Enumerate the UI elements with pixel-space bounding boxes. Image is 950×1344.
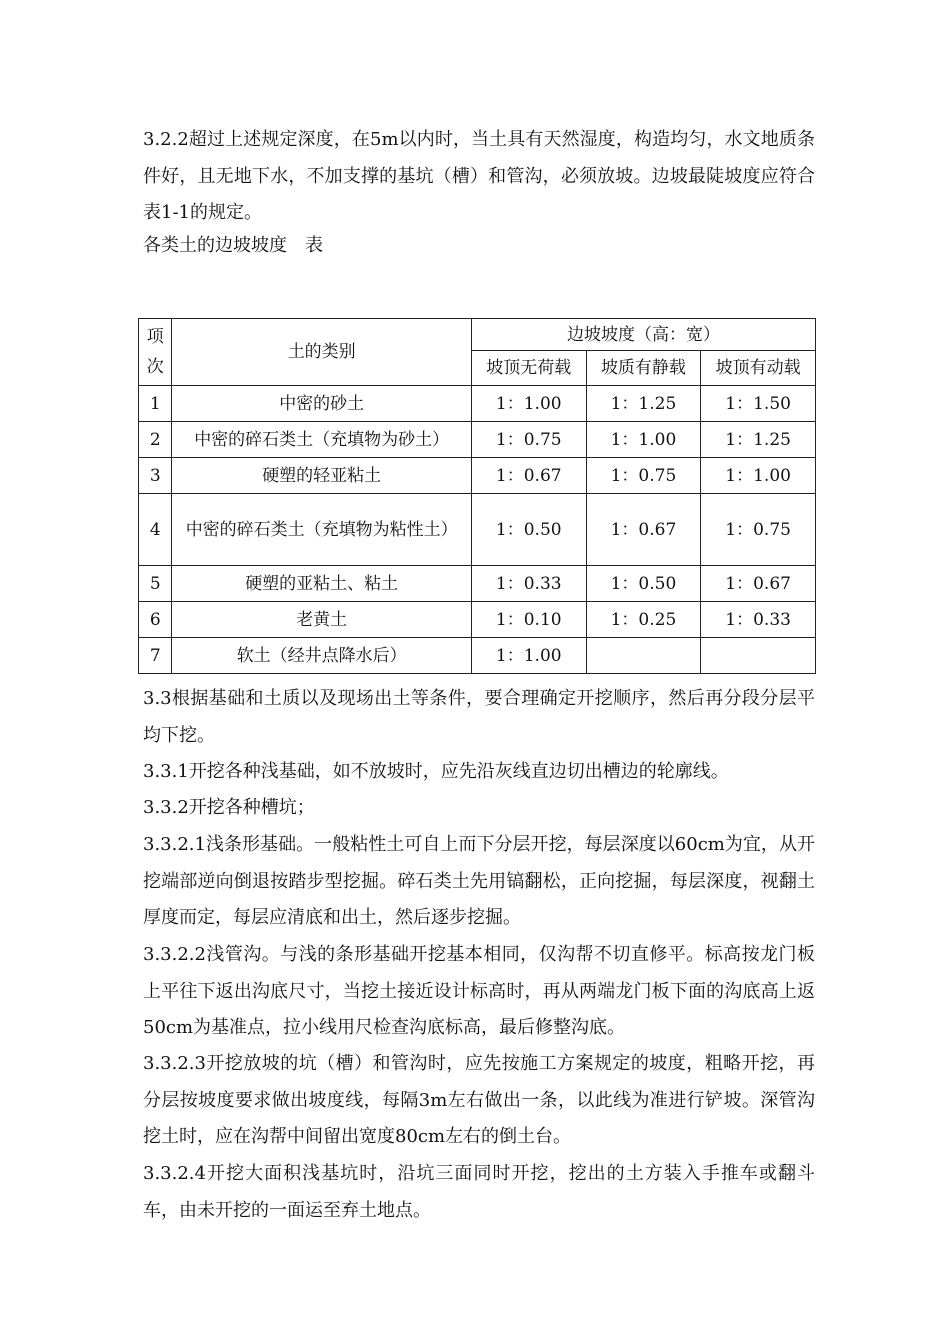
row-no-load: 1：0.33 — [471, 566, 586, 602]
header-index — [139, 319, 172, 386]
row-soil-type: 中密的砂土 — [172, 386, 471, 422]
row-static-load: 1：0.25 — [586, 602, 701, 638]
row-index: 2 — [139, 422, 172, 458]
row-dynamic-load: 1：1.25 — [701, 422, 816, 458]
section-3-3-1-paragraph: 3.3.1开挖各种浅基础，如不放坡时，应先沿灰线直边切出槽边的轮廓线。 — [143, 761, 729, 782]
table-header-row — [139, 319, 816, 351]
table-row — [139, 638, 816, 674]
intro-paragraph: 3.2.2超过上述规定深度，在5m以内时，当土具有天然湿度，构造均匀，水文地质条件好，且无地下水，不加支撑的基坑（槽）和管沟，必须放坡。边坡最陡坡度应符合表1-1的规定。 — [143, 129, 815, 223]
table-caption: 各类土的边坡坡度 表 — [143, 235, 323, 256]
header-slope-group: 边坡坡度（高：宽） — [471, 319, 815, 351]
header-index-top: 项 — [146, 327, 164, 347]
row-soil-type: 硬塑的亚粘土、粘土 — [172, 566, 471, 602]
section-3-3-2-1-paragraph: 3.3.2.1浅条形基础。一般粘性土可自上而下分层开挖，每层深度以60cm为宜，从开挖端部逆向倒退按踏步型挖掘。碎石类土先用镐翻松，正向挖掘，每层深度，视翻土厚度而定，每层应清底和出土，然后逐步挖掘。 — [143, 834, 815, 928]
row-dynamic-load — [701, 638, 816, 674]
row-dynamic-load: 1：0.75 — [701, 494, 816, 566]
row-dynamic-load: 1：0.33 — [701, 602, 816, 638]
table-row — [139, 494, 816, 566]
section-3-3-2-2-paragraph: 3.3.2.2浅管沟。与浅的条形基础开挖基本相同，仅沟帮不切直修平。标高按龙门板上平往下返出沟底尺寸，当挖土接近设计标高时，再从两端龙门板下面的沟底高上返50cm为基准点，拉小线用尺检查沟底标高，最后修整沟底。 — [143, 944, 815, 1038]
row-soil-type: 中密的碎石类土（充填物为粘性土） — [172, 494, 471, 566]
table-row — [139, 422, 816, 458]
slope-table — [138, 318, 816, 674]
header-static-load: 坡质有静载 — [586, 351, 701, 386]
header-soil-type: 土的类别 — [172, 319, 471, 386]
section-3-3-2-4-paragraph: 3.3.2.4开挖大面积浅基坑时，沿坑三面同时开挖，挖出的土方装入手推车或翻斗车，由未开挖的一面运至弃土地点。 — [143, 1163, 815, 1221]
row-soil-type: 硬塑的轻亚粘土 — [172, 458, 471, 494]
row-no-load: 1：1.00 — [471, 386, 586, 422]
section-3-3-paragraph: 3.3根据基础和土质以及现场出土等条件，要合理确定开挖顺序，然后再分段分层平均下挖。 — [143, 688, 815, 746]
row-static-load: 1：1.25 — [586, 386, 701, 422]
row-no-load: 1：1.00 — [471, 638, 586, 674]
row-static-load — [586, 638, 701, 674]
row-no-load: 1：0.50 — [471, 494, 586, 566]
row-index: 5 — [139, 566, 172, 602]
row-dynamic-load: 1：1.50 — [701, 386, 816, 422]
row-soil-type: 中密的碎石类土（充填物为砂土） — [172, 422, 471, 458]
row-soil-type: 老黄土 — [172, 602, 471, 638]
table-row — [139, 386, 816, 422]
row-index: 7 — [139, 638, 172, 674]
row-index: 4 — [139, 494, 172, 566]
row-dynamic-load: 1：1.00 — [701, 458, 816, 494]
table-row — [139, 602, 816, 638]
row-dynamic-load: 1：0.67 — [701, 566, 816, 602]
row-no-load: 1：0.67 — [471, 458, 586, 494]
row-no-load: 1：0.10 — [471, 602, 586, 638]
header-dynamic-load: 坡顶有动载 — [701, 351, 816, 386]
table-row — [139, 566, 816, 602]
row-soil-type: 软土（经井点降水后） — [172, 638, 471, 674]
row-index: 6 — [139, 602, 172, 638]
row-index: 1 — [139, 386, 172, 422]
row-static-load: 1：0.75 — [586, 458, 701, 494]
section-3-3-2-3-paragraph: 3.3.2.3开挖放坡的坑（槽）和管沟时，应先按施工方案规定的坡度，粗略开挖，再分层按坡度要求做出坡度线，每隔3m左右做出一条，以此线为准进行铲坡。深管沟挖土时，应在沟帮中间留出宽度80cm左右的倒土台。 — [143, 1053, 815, 1147]
header-no-load: 坡顶无荷载 — [471, 351, 586, 386]
row-no-load: 1：0.75 — [471, 422, 586, 458]
row-static-load: 1：1.00 — [586, 422, 701, 458]
row-static-load: 1：0.50 — [586, 566, 701, 602]
table-row — [139, 458, 816, 494]
section-3-3-2-paragraph: 3.3.2开挖各种槽坑； — [143, 797, 315, 818]
row-index: 3 — [139, 458, 172, 494]
row-static-load: 1：0.67 — [586, 494, 701, 566]
header-index-bottom: 次 — [146, 357, 164, 377]
